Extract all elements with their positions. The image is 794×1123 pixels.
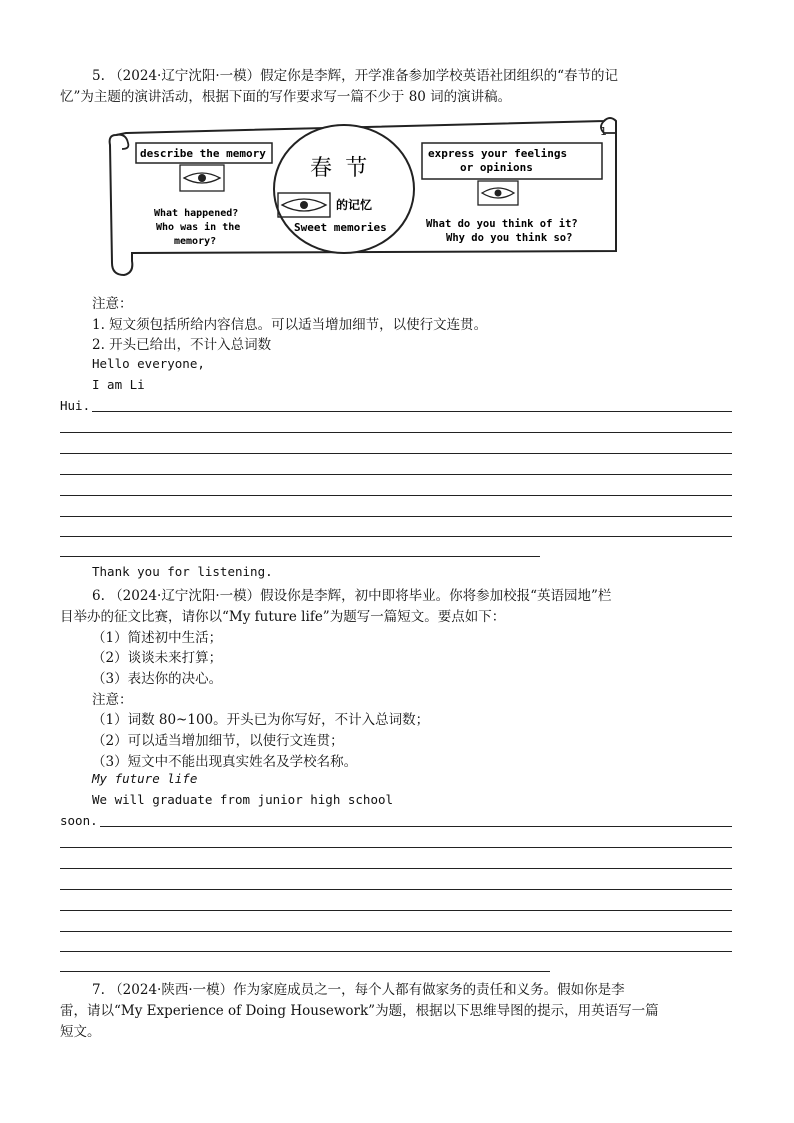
q7-prompt-line1: 7. （2024·陕西·一模）作为家庭成员之一，每个人都有做家务的责任和义务。假如你是李 — [92, 982, 625, 998]
q6-start-1: We will graduate from junior high school — [92, 792, 394, 807]
q5-note-2: 2. 开头已给出，不计入总词数 — [92, 337, 272, 353]
q6-point-3: （3）表达你的决心。 — [92, 671, 223, 687]
q6-answer-line[interactable] — [60, 971, 550, 972]
q5-answer-line[interactable] — [60, 453, 732, 454]
q5-answer-line[interactable] — [60, 432, 732, 433]
q6-answer-line[interactable] — [60, 868, 732, 869]
q6-point-1: （1）简述初中生活； — [92, 630, 223, 646]
spring-festival-mind-map — [104, 113, 624, 278]
q5-answer-line[interactable] — [60, 536, 732, 537]
q6-answer-line[interactable] — [60, 847, 732, 848]
left-question-1: What happened? — [154, 208, 239, 219]
q7-prompt-line2: 雷，请以“My Experience of Doing Housework”为题，根据以下思维导图的提示，用英语写一篇 — [60, 1003, 659, 1019]
right-question-1: What do you think of it? — [426, 218, 578, 230]
q6-point-2: （2）谈谈未来打算； — [92, 650, 223, 666]
center-title: 春 节 — [310, 156, 368, 181]
q6-prompt-line2: 目举办的征文比赛，请你以“My future life”为题写一篇短文。要点如下： — [60, 609, 506, 625]
q5-answer-line[interactable] — [60, 556, 540, 557]
q6-note-1: （1）词数 80~100。开头已为你写好，不计入总词数； — [92, 712, 430, 728]
q5-prompt-line2: 忆”为主题的演讲活动，根据下面的写作要求写一篇不少于 80 词的演讲稿。 — [60, 89, 512, 105]
q5-answer-line[interactable] — [92, 411, 732, 412]
q6-note-3: （3）短文中不能出现真实姓名及学校名称。 — [92, 754, 358, 770]
q5-answer-line[interactable] — [60, 495, 732, 496]
describe-memory-label: describe the memory — [140, 147, 266, 160]
q5-answer-line[interactable] — [60, 516, 732, 517]
q5-start-3: Hui. — [60, 398, 91, 413]
left-question-3: memory? — [174, 236, 217, 247]
corner-mark: 1 — [600, 125, 607, 138]
q6-answer-line[interactable] — [100, 826, 732, 827]
center-english: Sweet memories — [294, 221, 387, 234]
q7-prompt-line3: 短文。 — [60, 1024, 101, 1040]
q5-end: Thank you for listening. — [92, 564, 273, 579]
express-feelings-label-2: or opinions — [460, 161, 533, 174]
q5-note-title: 注意： — [92, 296, 133, 312]
center-subtitle: 的记忆 — [336, 198, 373, 212]
q6-answer-line[interactable] — [60, 931, 732, 932]
left-question-2: Who was in the — [156, 222, 241, 233]
q5-answer-line[interactable] — [60, 474, 732, 475]
q6-note-title: 注意： — [92, 692, 133, 708]
q5-start-1: Hello everyone, — [92, 356, 205, 371]
q5-note-1: 1. 短文须包括所给内容信息。可以适当增加细节，以使行文连贯。 — [92, 317, 488, 333]
right-question-2: Why do you think so? — [446, 232, 573, 244]
q6-note-2: （2）可以适当增加细节，以使行文连贯； — [92, 733, 344, 749]
q5-prompt-line1: 5. （2024·辽宁沈阳·一模）假定你是李辉，开学准备参加学校英语社团组织的“春节的记 — [92, 68, 619, 84]
express-feelings-label-1: express your feelings — [428, 147, 568, 160]
q6-answer-line[interactable] — [60, 910, 732, 911]
q6-start-2: soon. — [60, 813, 98, 828]
q6-title: My future life — [92, 771, 198, 786]
q6-answer-line[interactable] — [60, 951, 732, 952]
q5-start-2: I am Li — [92, 377, 145, 392]
q6-prompt-line1: 6. （2024·辽宁沈阳·一模）假设你是李辉，初中即将毕业。你将参加校报“英语园地”栏 — [92, 588, 612, 604]
q6-answer-line[interactable] — [60, 889, 732, 890]
